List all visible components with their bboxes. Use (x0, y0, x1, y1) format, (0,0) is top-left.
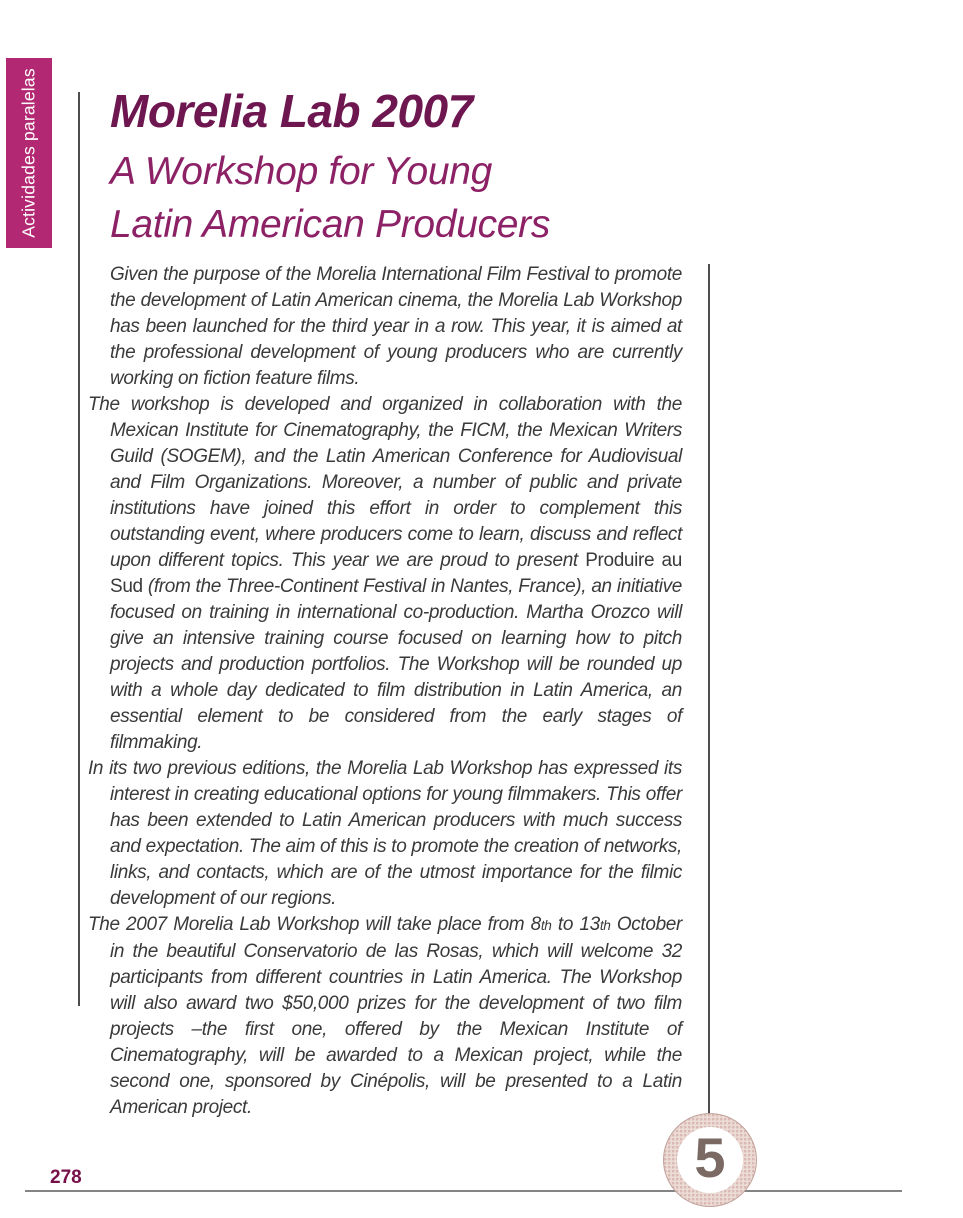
paragraph-segment: Produire au Sud (110, 550, 682, 597)
paragraph (88, 756, 682, 912)
section-tab (6, 58, 52, 248)
paragraph-segment: Given the purpose of the Morelia International Film Festival to promote the development of Latin American cinema, the Morelia Lab Workshop has been launched for the third year in a row. This year, it is aimed at the professional development of young producers who are currently working on fiction feature films. (110, 264, 682, 389)
page-subtitle (110, 145, 550, 251)
section-tab-label: Actividades paralelas (18, 68, 39, 238)
section-number-badge (663, 1113, 757, 1207)
paragraph (88, 912, 682, 1121)
right-vertical-rule (708, 264, 710, 1114)
paragraph-segment: The workshop is developed and organized in collaboration with the Mexican Institute for Cinematography, the FICM, the Mexican Writers Guild (SOGEM), and the Latin American Conference for Audiovisual and Film Organizations. Moreover, a number of public and private institutions have joined this effort in order to complement this outstanding event, where producers come to learn, discuss and reflect upon different topics. This year we are proud to present (88, 394, 682, 571)
page-subtitle-line2: Latin American Producers (110, 202, 551, 246)
paragraph-segment: In its two previous editions, the Morelia Lab Workshop has expressed its interest in creating educational options for young filmmakers. This offer has been extended to Latin American producers with much success and expectation. The aim of this is to promote the creation of networks, links, and contacts, which are of the utmost importance for the filmic development of our regions. (88, 758, 682, 909)
paragraph-segment: (from the Three-Continent Festival in Nantes, France), an initiative focused on training in international co-production. Martha Orozco will give an intensive training course focused on learning how to pitch projects and production portfolios. The Workshop will be rounded up with a whole day dedicated to film distribution in Latin America, an essential element to be considered from the early stages of filmmaking. (110, 576, 682, 753)
section-number: 5 (694, 1126, 726, 1189)
paragraph-segment: October in the beautiful Conservatorio de las Rosas, which will welcome 32 participants from different countries in Latin America. The Workshop will also award two $50,000 prizes for the development of two film projects –the first one, offered by the Mexican Institute of Cinematography, will be awarded to a Mexican project, while the second one, sponsored by Cinépolis, will be presented to a Latin American project. (110, 914, 682, 1118)
left-vertical-rule (78, 92, 80, 1006)
paragraph (88, 262, 682, 392)
paragraph-segment: th (540, 918, 552, 933)
page-title: Morelia Lab 2007 (110, 85, 473, 137)
paragraph-segment: to 13 (551, 914, 600, 935)
section-number-badge-inner (677, 1127, 743, 1193)
footer-horizontal-rule (25, 1190, 902, 1192)
page-number: 278 (50, 1167, 82, 1188)
paragraph (88, 392, 682, 756)
page-subtitle-line1: A Workshop for Young (110, 149, 493, 193)
paragraph-segment: The 2007 Morelia Lab Workshop will take place from 8 (88, 914, 541, 935)
body-paragraphs (88, 262, 682, 1121)
paragraph-segment: th (599, 918, 611, 933)
title-block (110, 86, 550, 251)
